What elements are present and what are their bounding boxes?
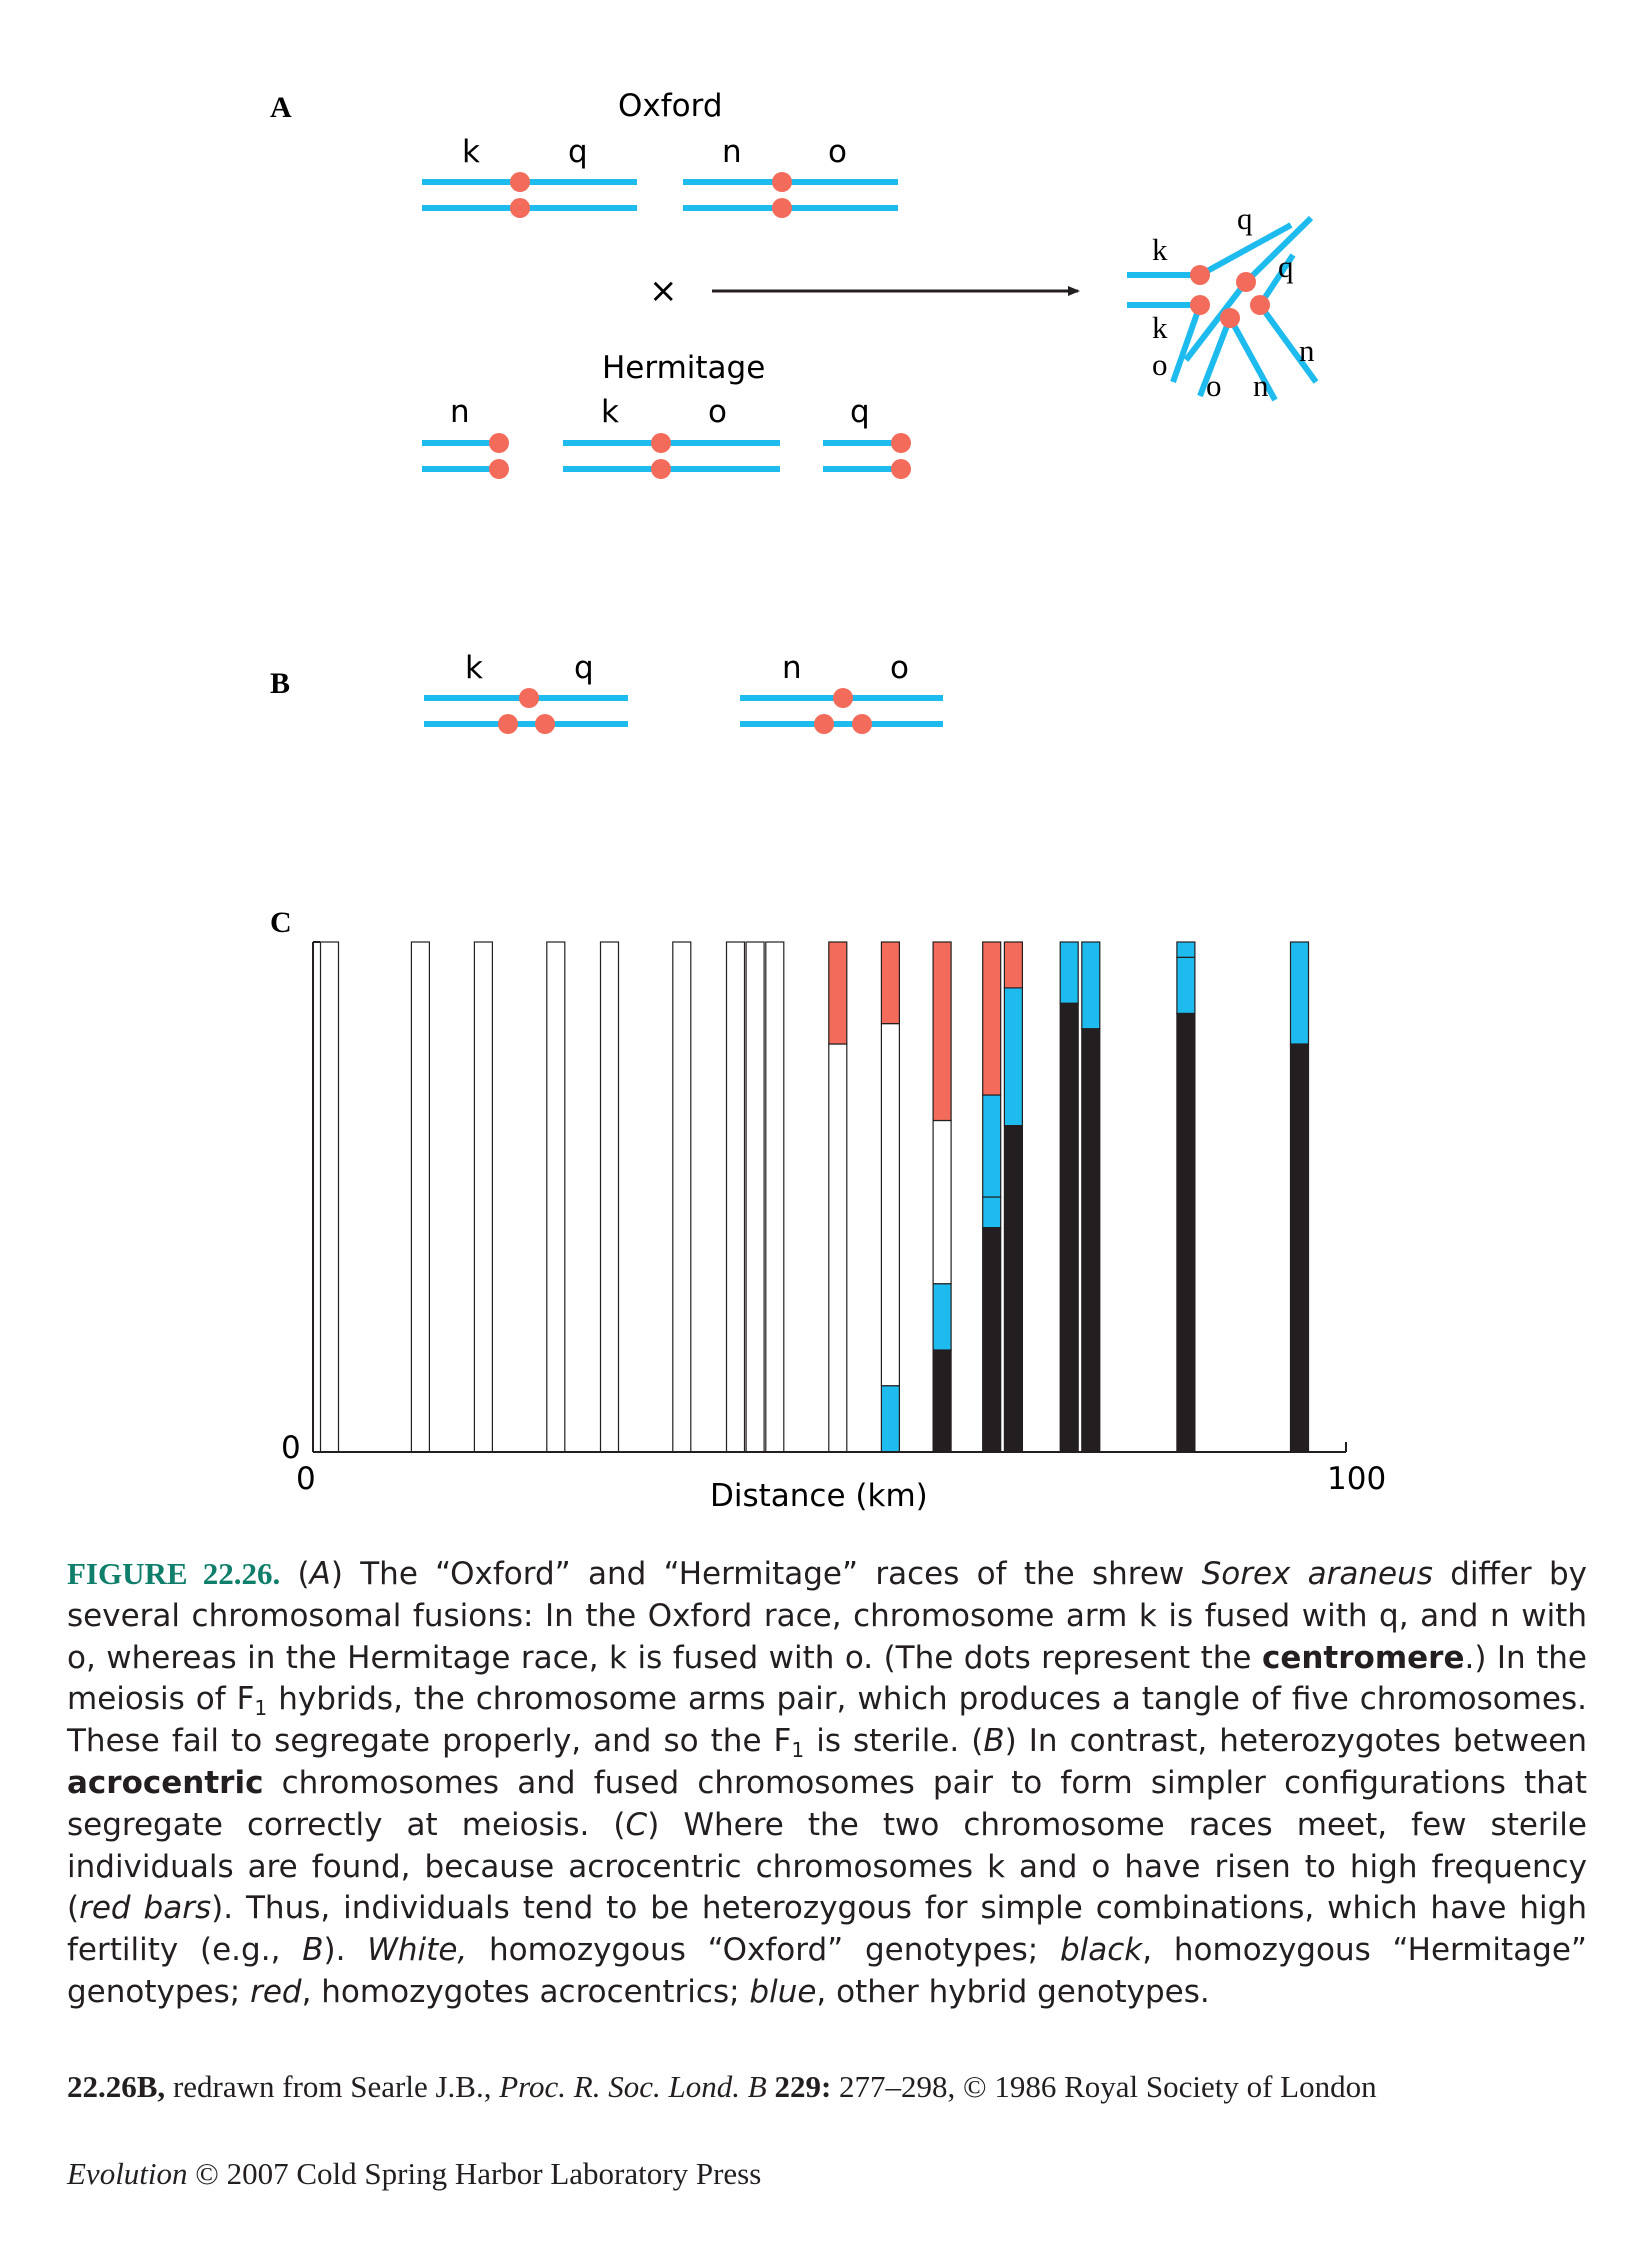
- bar-13: [983, 942, 1001, 1452]
- oxford-label-q: q: [568, 134, 588, 170]
- hermitage-chromosome-n: [422, 433, 509, 479]
- tangle-label: k: [1152, 232, 1168, 267]
- y-tick-label: 0: [281, 1430, 301, 1466]
- bar-segment-white: [321, 942, 339, 1452]
- tangle-label: q: [1278, 249, 1294, 284]
- bar-segment-black: [983, 1228, 1001, 1452]
- centromere-dot: [891, 433, 911, 453]
- bar-segment-white: [881, 1024, 899, 1386]
- centromere-dot: [489, 459, 509, 479]
- bar-1: [321, 942, 339, 1452]
- bar-16: [1082, 942, 1100, 1452]
- hermitage-chromosome-q: [823, 433, 911, 479]
- f1-centromeres: [1190, 265, 1270, 328]
- copyright-line: Evolution © 2007 Cold Spring Harbor Laboratory Press: [67, 2156, 762, 2191]
- panel-b-label-o: o: [890, 650, 909, 686]
- bar-segment-blue: [1177, 957, 1195, 1013]
- tangle-label: o: [1206, 368, 1222, 403]
- bar-segment-red: [1004, 942, 1022, 988]
- bar-segment-blue: [1004, 988, 1022, 1126]
- tangle-label: n: [1299, 333, 1315, 368]
- centromere-dot: [498, 714, 518, 734]
- bar-segment-black: [1177, 1013, 1195, 1452]
- centromere-dot: [772, 172, 792, 192]
- chart: [281, 942, 1386, 1514]
- bar-2: [411, 942, 429, 1452]
- hermitage-label-q: q: [850, 394, 870, 430]
- bar-segment-white: [746, 942, 764, 1452]
- bar-10: [829, 942, 847, 1452]
- centromere-dot: [852, 714, 872, 734]
- tangle-label: k: [1152, 310, 1168, 345]
- oxford-chromosome-kq: [422, 172, 637, 218]
- bar-segment-black: [1291, 1044, 1309, 1452]
- x-axis-label: Distance (km): [710, 1478, 928, 1514]
- bar-segment-black: [933, 1350, 951, 1452]
- centromere-dot: [510, 172, 530, 192]
- heterozygote-kq: [424, 688, 628, 734]
- centromere-dot: [1190, 265, 1210, 285]
- panel-c-label: C: [270, 906, 292, 939]
- bar-6: [673, 942, 691, 1452]
- centromere-dot: [1190, 295, 1210, 315]
- bar-5: [601, 942, 619, 1452]
- x-tick-label: 100: [1327, 1461, 1387, 1497]
- centromere-dot: [1220, 308, 1240, 328]
- bar-segment-white: [411, 942, 429, 1452]
- bar-17: [1177, 942, 1195, 1452]
- centromere-dot: [510, 198, 530, 218]
- centromere-dot: [814, 714, 834, 734]
- bar-segment-blue: [1082, 942, 1100, 1029]
- bars-group: [321, 942, 1309, 1452]
- bar-segment-white: [547, 942, 565, 1452]
- tangle-label: q: [1237, 201, 1253, 236]
- centromere-dot: [1236, 272, 1256, 292]
- bar-9: [766, 942, 784, 1452]
- centromere-dot: [519, 688, 539, 708]
- figure-caption: [67, 1553, 1587, 2014]
- bar-15: [1060, 942, 1078, 1452]
- panel-b-label: B: [270, 667, 291, 700]
- bar-18: [1291, 942, 1309, 1452]
- panel-b-label-q: q: [574, 650, 594, 686]
- bar-segment-white: [727, 942, 745, 1452]
- panel-b-label-n: n: [782, 650, 802, 686]
- centromere-dot: [833, 688, 853, 708]
- bar-segment-red: [881, 942, 899, 1024]
- bar-3: [474, 942, 492, 1452]
- centromere-dot: [489, 433, 509, 453]
- bar-segment-red: [933, 942, 951, 1121]
- bar-segment-white: [933, 1121, 951, 1284]
- centromere-dot: [891, 459, 911, 479]
- hermitage-label-k: k: [601, 394, 619, 430]
- hermitage-chromosome-ko: [563, 433, 780, 479]
- panel-b-label-k: k: [465, 650, 483, 686]
- oxford-chromosome-no: [683, 172, 898, 218]
- centromere-dot: [651, 433, 671, 453]
- bar-segment-blue: [881, 1386, 899, 1452]
- hermitage-label-o: o: [708, 394, 727, 430]
- oxford-label-n: n: [722, 134, 742, 170]
- bar-segment-white: [673, 942, 691, 1452]
- bar-segment-red: [983, 942, 1001, 1095]
- caption-text: (A) The “Oxford” and “Hermitage” races of the shrew Sorex araneus differ by several chromosomal fusions: In the Oxford race, chromosome arm k is fused with q, and n with o, whereas in the Hermitage race, k is fused with o. (The dots represent the centromere.) In the meiosis of $F_1$ hybrids, the chromosome arms pair, which produces a tangle of five chromosomes. These fail to segregate properly, and so the $F_1$ is sterile. (B) In contrast, heterozygotes between acrocentric chromosomes and fused chromosomes pair to form simpler configurations that segregate correctly at meiosis. (C) Where the two chromosome races meet, few sterile individuals are found, because acrocentric chromosomes k and o have risen to high frequency (red bars). Thus, individuals tend to be heterozygous for simple combinations, which have high fertility (e.g., B). White, homozygous “Oxford” genotypes; black, homozygous “Hermitage” genotypes; red, homozygotes acrocentrics; blue, other hybrid genotypes.: [67, 1556, 1588, 2010]
- bar-4: [547, 942, 565, 1452]
- bar-7: [727, 942, 745, 1452]
- bar-segment-blue: [1060, 942, 1078, 1003]
- bar-segment-white: [601, 942, 619, 1452]
- oxford-title: Oxford: [618, 88, 723, 124]
- centromere-dot: [651, 459, 671, 479]
- hermitage-label-n: n: [450, 394, 470, 430]
- panel-a-label: A: [270, 91, 292, 124]
- tangle-label: n: [1253, 368, 1269, 403]
- bar-14: [1004, 942, 1022, 1452]
- bar-segment-blue: [933, 1284, 951, 1350]
- cross-symbol: ×: [649, 271, 678, 311]
- bar-segment-red: [829, 942, 847, 1044]
- bar-segment-blue: [1291, 942, 1309, 1044]
- centromere-dot: [772, 198, 792, 218]
- bar-12: [933, 942, 951, 1452]
- bar-8: [746, 942, 764, 1452]
- heterozygote-no: [740, 688, 943, 734]
- hermitage-title: Hermitage: [602, 350, 766, 386]
- bar-segment-black: [1004, 1126, 1022, 1452]
- x-tick-label: 0: [296, 1461, 316, 1497]
- oxford-label-k: k: [462, 134, 480, 170]
- bar-segment-black: [1060, 1003, 1078, 1452]
- bar-segment-blue: [1177, 942, 1195, 957]
- bar-segment-black: [1082, 1029, 1100, 1452]
- tangle-label: o: [1152, 347, 1168, 382]
- image-credit: 22.26B, redrawn from Searle J.B., Proc. R. Soc. Lond. B 229: 277–298, © 1986 Royal Society of London: [67, 2069, 1377, 2104]
- oxford-label-o: o: [828, 134, 847, 170]
- figure-label: FIGURE 22.26.: [67, 1556, 281, 1591]
- bar-segment-white: [474, 942, 492, 1452]
- centromere-dot: [1250, 295, 1270, 315]
- bar-11: [881, 942, 899, 1452]
- bar-segment-blue: [983, 1197, 1001, 1228]
- bar-segment-blue: [983, 1095, 1001, 1197]
- bar-segment-white: [766, 942, 784, 1452]
- bar-segment-white: [829, 1044, 847, 1452]
- centromere-dot: [535, 714, 555, 734]
